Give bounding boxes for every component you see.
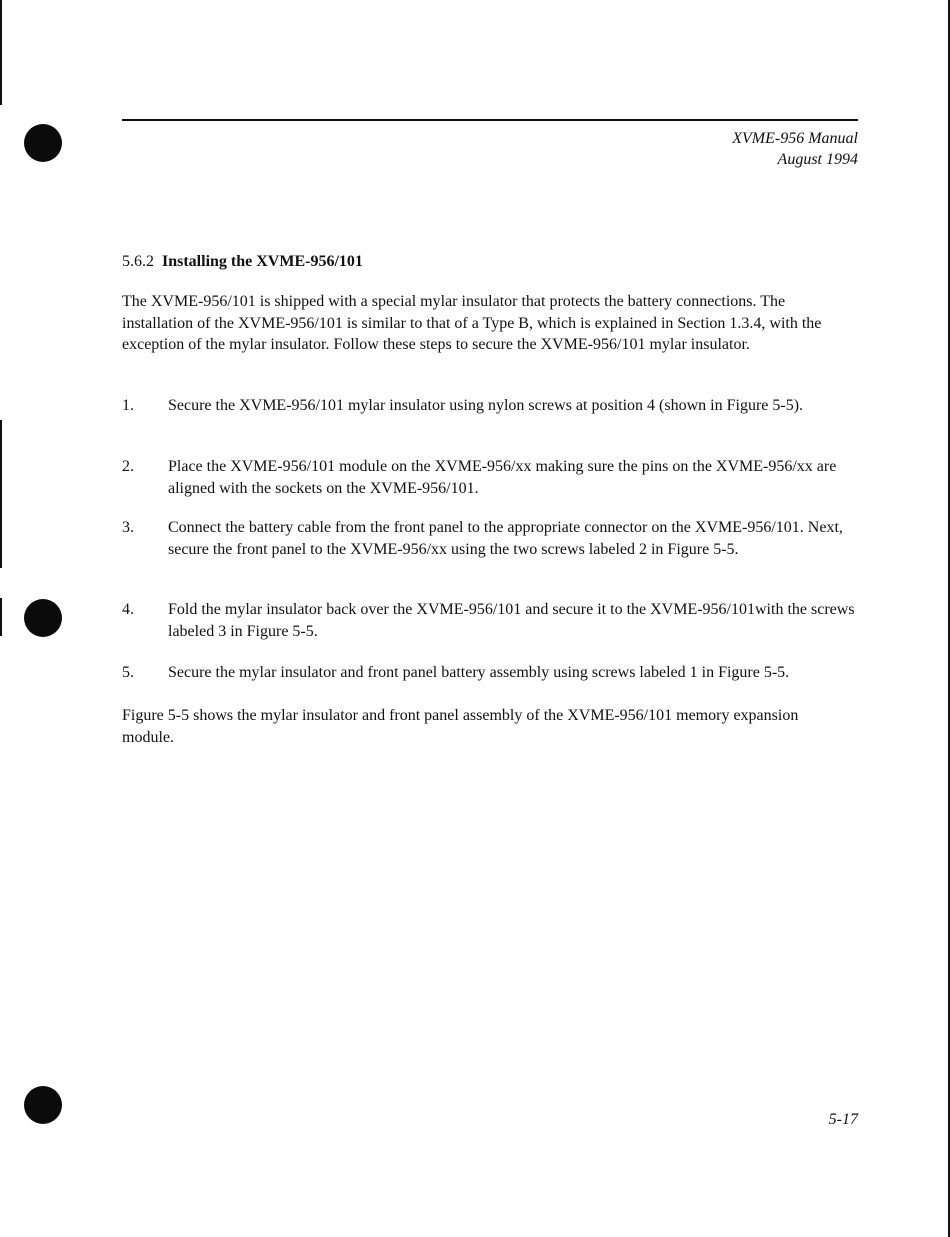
page-number: 5-17	[828, 1111, 858, 1128]
step-number: 5.	[122, 664, 134, 681]
header-rule	[122, 119, 858, 121]
step-number: 4.	[122, 601, 134, 618]
punch-hole-middle	[24, 599, 62, 637]
scan-edge-left	[0, 420, 2, 568]
scan-edge-left	[0, 598, 2, 636]
header-date: August 1994	[777, 151, 858, 168]
closing-paragraph: Figure 5-5 shows the mylar insulator and front panel assembly of the XVME-956/101 memory expansion module.	[122, 707, 799, 746]
step-text: Connect the battery cable from the front panel to the appropriate connector on the XVME-956/101. Next, secure the front panel to the XVME-956/xx using the two screws labeled 2 in Figure 5-5.	[168, 519, 843, 558]
punch-hole-top	[24, 124, 62, 162]
step-number: 2.	[122, 458, 134, 475]
step-text: Secure the mylar insulator and front panel battery assembly using screws labeled 1 in Figure 5-5.	[168, 664, 790, 681]
punch-hole-bottom	[24, 1086, 62, 1124]
step-text: Place the XVME-956/101 module on the XVME-956/xx making sure the pins on the XVME-956/xx are aligned with the sockets on the XVME-956/101.	[168, 458, 837, 497]
section-heading	[122, 253, 363, 271]
step-text: Fold the mylar insulator back over the XVME-956/101 and secure it to the XVME-956/101with the screws labeled 3 in Figure 5-5.	[168, 601, 855, 640]
section-title: Installing the XVME-956/101	[162, 253, 363, 270]
scan-edge-left	[0, 0, 2, 105]
section-number: 5.6.2	[122, 253, 154, 270]
intro-paragraph: The XVME-956/101 is shipped with a special mylar insulator that protects the battery connections. The installation of the XVME-956/101 is similar to that of a Type B, which is explained in Section 1.3.4, with the exception of the mylar insulator. Follow these steps to secure the XVME-956/101 mylar insulator.	[122, 293, 822, 353]
step-number: 3.	[122, 519, 134, 536]
step-number: 1.	[122, 397, 134, 414]
step-text: Secure the XVME-956/101 mylar insulator using nylon screws at position 4 (shown in Figure 5-5).	[168, 397, 804, 414]
header-manual-title: XVME-956 Manual	[732, 130, 858, 147]
